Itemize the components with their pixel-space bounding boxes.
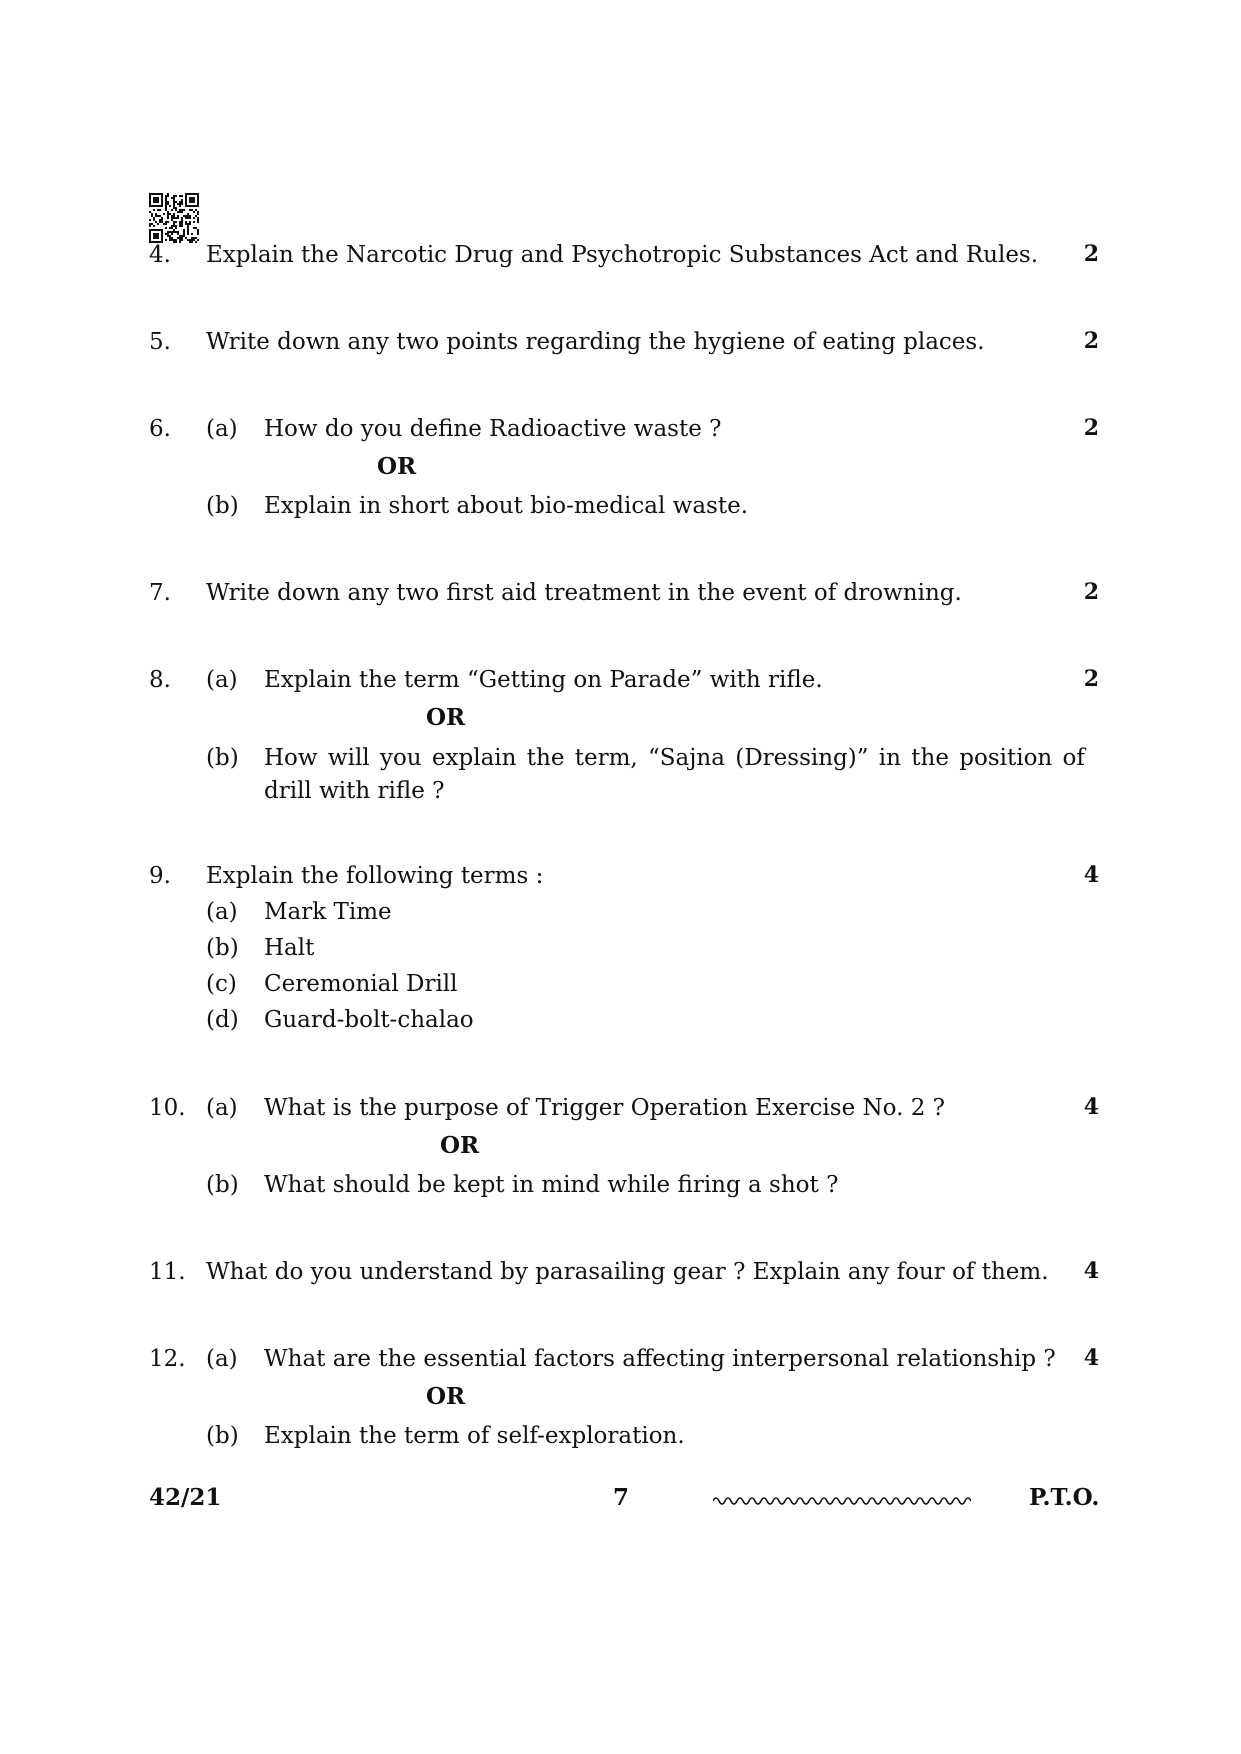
question-number: 4. xyxy=(149,242,171,268)
question-marks: 2 xyxy=(1083,579,1099,605)
option-text: Explain in short about bio-medical waste. xyxy=(264,493,748,519)
question-marks: 4 xyxy=(1083,1345,1099,1371)
question-marks: 2 xyxy=(1083,328,1099,354)
question-marks: 4 xyxy=(1083,1094,1099,1120)
or-separator: OR xyxy=(426,704,466,731)
question-number: 10. xyxy=(149,1095,186,1121)
wavy-line-icon xyxy=(713,1494,971,1508)
question-marks: 2 xyxy=(1083,241,1099,267)
option-label: (a) xyxy=(206,416,238,442)
option-text: Explain the term “Getting on Parade” with rifle. xyxy=(264,667,823,693)
question-marks: 4 xyxy=(1083,1258,1099,1284)
question-marks: 4 xyxy=(1083,862,1099,888)
question-marks: 2 xyxy=(1083,666,1099,692)
question-number: 6. xyxy=(149,416,171,442)
or-separator: OR xyxy=(377,453,417,480)
item-label: (a) xyxy=(206,899,238,925)
pto-label: P.T.O. xyxy=(1029,1484,1100,1511)
question-number: 5. xyxy=(149,329,171,355)
option-label: (b) xyxy=(206,1423,239,1449)
option-text: What are the essential factors affecting interpersonal relationship ? xyxy=(264,1346,1056,1372)
question-text: Write down any two first aid treatment in the event of drowning. xyxy=(206,580,962,606)
or-separator: OR xyxy=(426,1383,466,1410)
item-label: (c) xyxy=(206,971,237,997)
item-text: Mark Time xyxy=(264,899,392,925)
question-marks: 2 xyxy=(1083,415,1099,441)
option-label: (a) xyxy=(206,667,238,693)
option-label: (a) xyxy=(206,1346,238,1372)
or-separator: OR xyxy=(440,1132,480,1159)
question-number: 9. xyxy=(149,863,171,889)
option-text: What should be kept in mind while firing a shot ? xyxy=(264,1172,839,1198)
option-label: (b) xyxy=(206,1172,239,1198)
question-text: Explain the Narcotic Drug and Psychotropic Substances Act and Rules. xyxy=(206,242,1039,268)
question-text: Write down any two points regarding the hygiene of eating places. xyxy=(206,329,985,355)
option-text: How do you define Radioactive waste ? xyxy=(264,416,722,442)
option-label: (b) xyxy=(206,493,239,519)
item-text: Halt xyxy=(264,935,315,961)
question-number: 8. xyxy=(149,667,171,693)
question-text: Explain the following terms : xyxy=(206,863,544,889)
option-label: (a) xyxy=(206,1095,238,1121)
item-label: (b) xyxy=(206,935,239,961)
option-text-line-1: How will you explain the term, “Sajna (Dressing)” in the position of xyxy=(264,745,1085,771)
question-text: What do you understand by parasailing gear ? Explain any four of them. xyxy=(206,1259,1049,1285)
item-text: Ceremonial Drill xyxy=(264,971,458,997)
option-label: (b) xyxy=(206,745,239,771)
question-number: 12. xyxy=(149,1346,186,1372)
qr-code-icon xyxy=(149,193,199,243)
question-number: 7. xyxy=(149,580,171,606)
option-text: Explain the term of self-exploration. xyxy=(264,1423,685,1449)
question-number: 11. xyxy=(149,1259,186,1285)
paper-code: 42/21 xyxy=(149,1484,222,1511)
option-text-line-2: drill with rifle ? xyxy=(264,778,445,804)
page-number: 7 xyxy=(613,1484,630,1511)
item-label: (d) xyxy=(206,1007,239,1033)
item-text: Guard-bolt-chalao xyxy=(264,1007,474,1033)
option-text: What is the purpose of Trigger Operation Exercise No. 2 ? xyxy=(264,1095,945,1121)
